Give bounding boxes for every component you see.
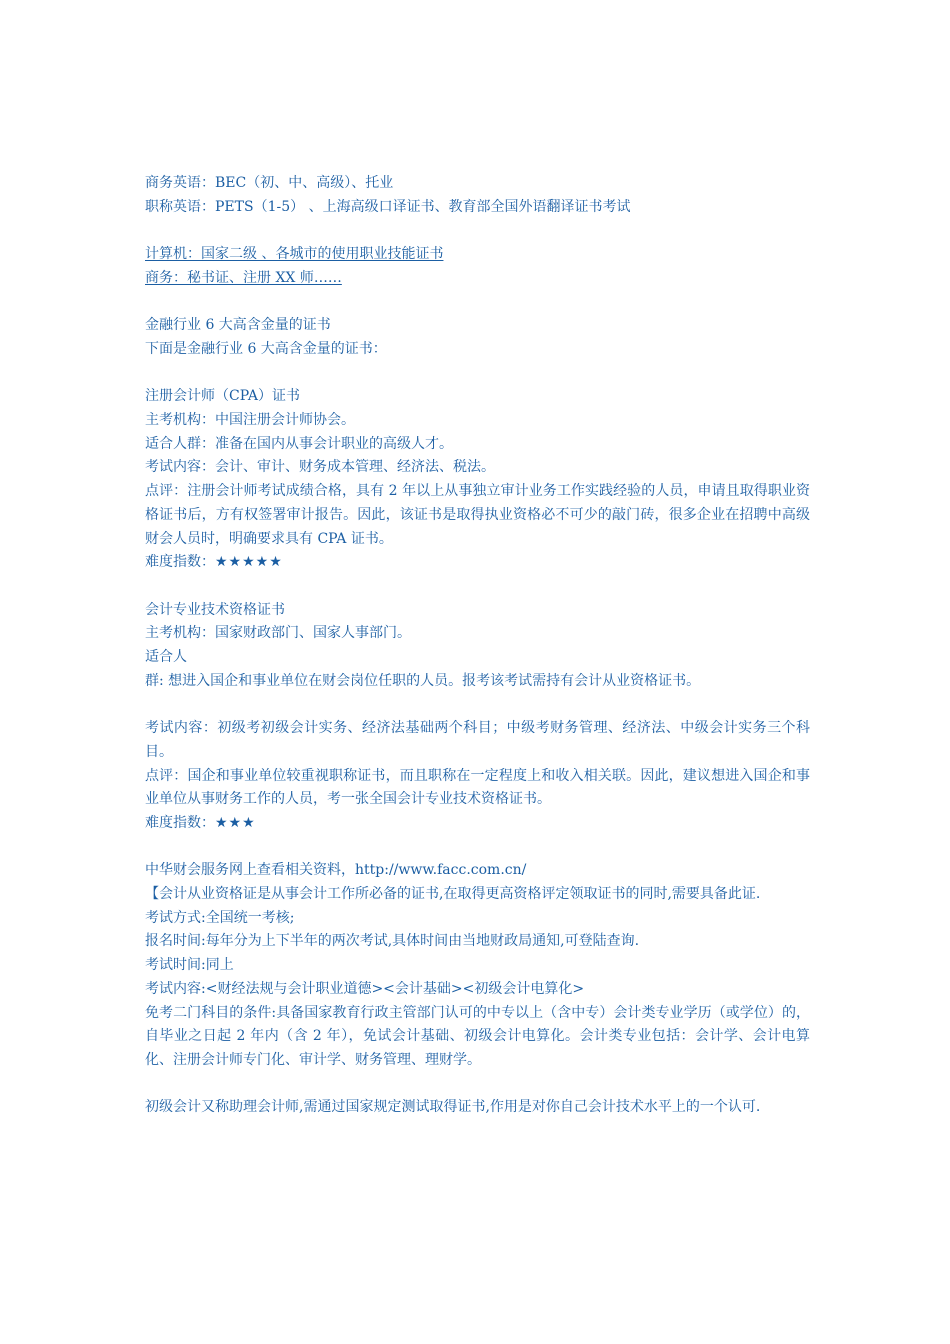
cpa-organizer: 主考机构：中国注册会计师协会。 — [145, 411, 355, 428]
exam-time: 考试时间:同上 — [145, 957, 234, 974]
qualification-note: 【会计从业资格证是从事会计工作所必备的证书,在取得更高资格评定领取证书的同时,需要具备此证. — [145, 886, 761, 902]
registration-time: 报名时间:每年分为上下半年的两次考试,具体时间由当地财政局通知,可登陆查询. — [145, 933, 640, 950]
text-line-intro: 下面是金融行业 6 大高含金量的证书： — [145, 340, 387, 357]
difficulty-label: 难度指数： — [145, 814, 215, 831]
cpa-difficulty — [145, 551, 810, 575]
cpa-audience: 适合人群：准备在国内从事会计职业的高级人才。 — [145, 435, 453, 452]
document-body — [145, 172, 810, 1120]
acct-exam-content: 考试内容：初级考初级会计实务、经济法基础两个科目；中级考财务管理、经济法、中级会计实务三个科目。 — [145, 720, 810, 760]
difficulty-label: 难度指数： — [145, 554, 215, 571]
exam-subjects: 考试内容:<财经法规与会计职业道德><会计基础><初级会计电算化> — [145, 980, 585, 997]
acct-audience-label: 适合人 — [145, 649, 187, 665]
text-line-computer: 计算机：国家二级 、各城市的使用职业技能证书 — [145, 246, 444, 263]
spacer — [145, 1073, 810, 1097]
section-heading-accounting-qualification: 会计专业技术资格证书 — [145, 601, 285, 618]
text-line-business: 商务：秘书证、注册 XX 师…… — [145, 269, 342, 286]
exemption-conditions: 免考二门科目的条件:具备国家教育行政主管部门认可的中专以上（含中专）会计类专业学历（或学位）的，自毕业之日起 2 年内（含 2 年），免试会计基础、初级会计电算化。会计类专业包括：会计学、会计电算化、注册会计师专门化、审计学、财务管理、理财学。 — [145, 1004, 810, 1068]
acct-organizer: 主考机构：国家财政部门、国家人事部门。 — [145, 625, 411, 642]
spacer — [145, 693, 810, 717]
difficulty-stars: ★★★★★ — [215, 554, 283, 571]
cpa-comment: 点评：注册会计师考试成绩合格，具有 2 年以上从事独立审计业务工作实践经验的人员，申请且取得职业资格证书后，方有权签署审计报告。因此，该证书是取得执业资格必不可少的敲门砖，很多企业在招聘中高级财会人员时，明确要求具有 CPA 证书。 — [145, 483, 810, 547]
exam-method: 考试方式:全国统一考核; — [145, 909, 295, 926]
section-heading-cpa: 注册会计师（CPA）证书 — [145, 388, 300, 405]
difficulty-stars: ★★★ — [215, 814, 256, 831]
section-heading-finance-certificates: 金融行业 6 大高含金量的证书 — [145, 317, 331, 334]
text-line-business-english: 商务英语：BEC（初、中、高级）、托业 — [145, 175, 394, 191]
cpa-exam-content: 考试内容：会计、审计、财务成本管理、经济法、税法。 — [145, 459, 495, 476]
spacer — [145, 836, 810, 860]
spacer — [145, 291, 810, 315]
facc-reference: 中华财会服务网上查看相关资料，http://www.facc.com.cn/ — [145, 862, 527, 879]
spacer — [145, 219, 810, 243]
junior-accountant-note: 初级会计又称助理会计师,需通过国家规定测试取得证书,作用是对你自己会计技术水平上的一个认可. — [145, 1099, 761, 1116]
acct-difficulty — [145, 812, 810, 836]
acct-comment: 点评：国企和事业单位较重视职称证书，而且职称在一定程度上和收入相关联。因此，建议想进入国企和事业单位从事财务工作的人员，考一张全国会计专业技术资格证书。 — [145, 767, 810, 808]
text-line-professional-english: 职称英语：PETS（1-5） 、上海高级口译证书、教育部全国外语翻译证书考试 — [145, 198, 631, 215]
spacer — [145, 575, 810, 599]
acct-audience: 群: 想进入国企和事业单位在财会岗位任职的人员。报考该考试需持有会计从业资格证书。 — [145, 672, 701, 689]
spacer — [145, 362, 810, 386]
